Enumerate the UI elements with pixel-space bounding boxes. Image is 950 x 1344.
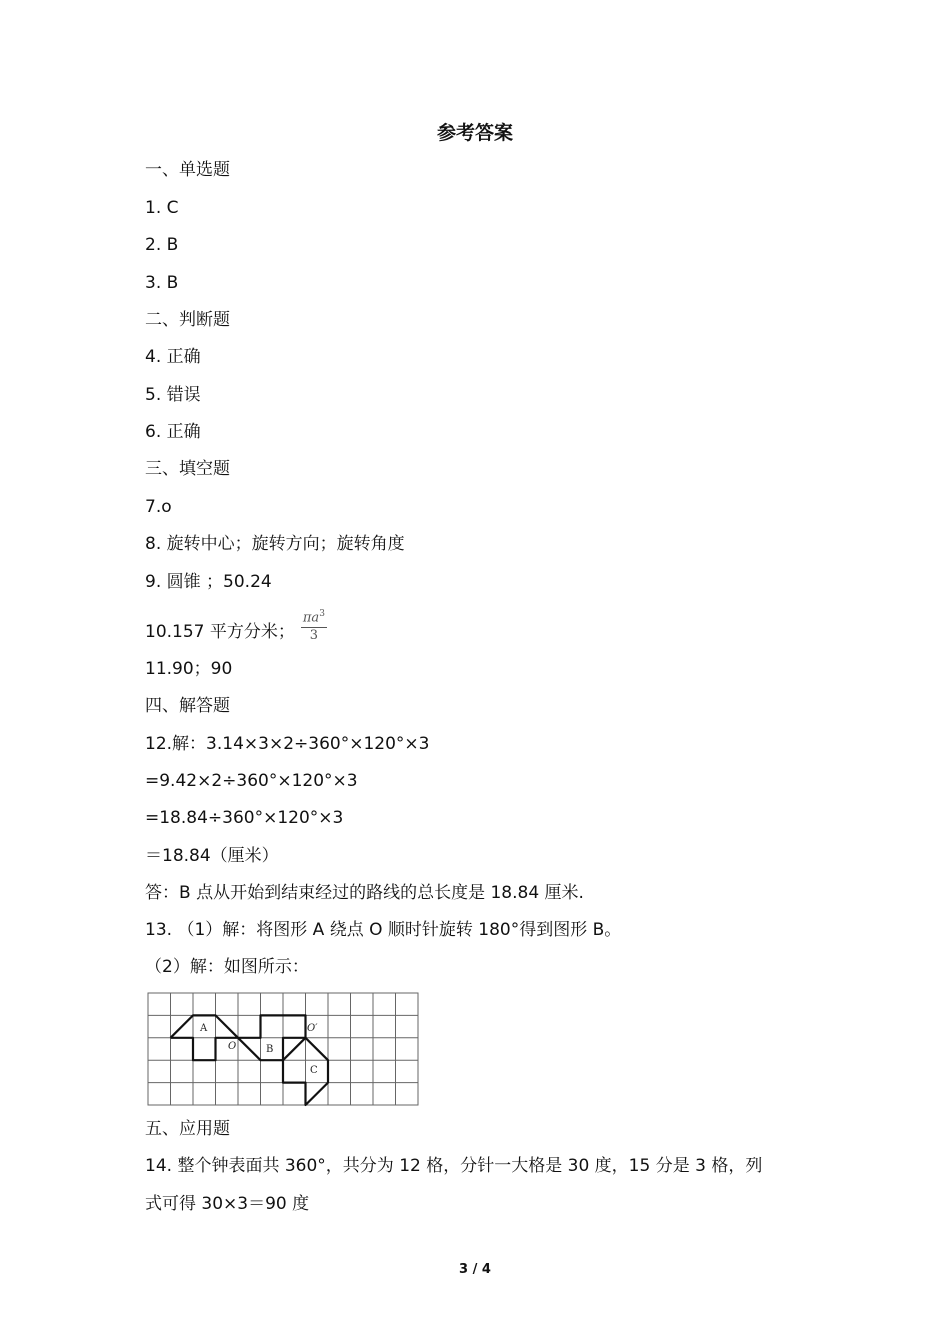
answer-line: 5. 错误 [145, 385, 201, 405]
answer-line: 3. B [145, 273, 179, 293]
solution-line: 12.解：3.14×3×2÷360°×120°×3 [145, 734, 430, 754]
solution-line: =9.42×2÷360°×120°×3 [145, 771, 358, 791]
formula-numerator: $\pi a^3$ [302, 609, 325, 626]
answer-line: 9. 圆锥 ；50.24 [145, 572, 272, 592]
label-b: B [266, 1044, 274, 1055]
answer-line: 2. B [145, 235, 179, 255]
solution-line: =18.84÷360°×120°×3 [145, 808, 344, 828]
formula-fraction [301, 607, 327, 642]
page-title: 参考答案 [436, 122, 513, 144]
answer-text: 10.157 平方分米； [145, 622, 295, 642]
label-c: C [310, 1065, 318, 1076]
page-number: 3 / 4 [459, 1262, 491, 1277]
solution-answer: 答：B 点从开始到结束经过的路线的总长度是 18.84 厘米. [145, 883, 584, 903]
solution-line: ＝18.84（厘米） [145, 846, 279, 866]
formula-denominator: 3 [309, 627, 319, 643]
section-heading-application: 五、应用题 [145, 1119, 230, 1139]
answer-line: 6. 正确 [145, 422, 201, 442]
answer-line: 11.90；90 [145, 659, 233, 679]
solution-line: （2）解：如图所示： [145, 957, 309, 977]
solution-line: 13. （1）解：将图形 A 绕点 O 顺时针旋转 180°得到图形 B。 [145, 920, 622, 940]
answer-line: 1. C [145, 198, 179, 218]
label-a: A [200, 1023, 208, 1034]
section-heading-single-choice: 一、单选题 [145, 160, 230, 180]
label-o: O [228, 1041, 237, 1052]
rotation-grid-figure [146, 991, 420, 1107]
answer-line: 4. 正确 [145, 347, 201, 367]
answer-line: 7.o [145, 497, 172, 517]
label-o-prime: O′ [307, 1023, 318, 1034]
answer-line-with-formula [145, 606, 327, 644]
section-heading-true-false: 二、判断题 [145, 310, 230, 330]
section-heading-fill-blank: 三、填空题 [145, 459, 230, 479]
answer-line: 8. 旋转中心；旋转方向；旋转角度 [145, 534, 405, 554]
section-heading-solve: 四、解答题 [145, 696, 230, 716]
application-line: 14. 整个钟表面共 360°，共分为 12 格，分针一大格是 30 度，15 分是 3 格，列 [145, 1156, 763, 1176]
application-line: 式可得 30×3＝90 度 [145, 1194, 310, 1214]
